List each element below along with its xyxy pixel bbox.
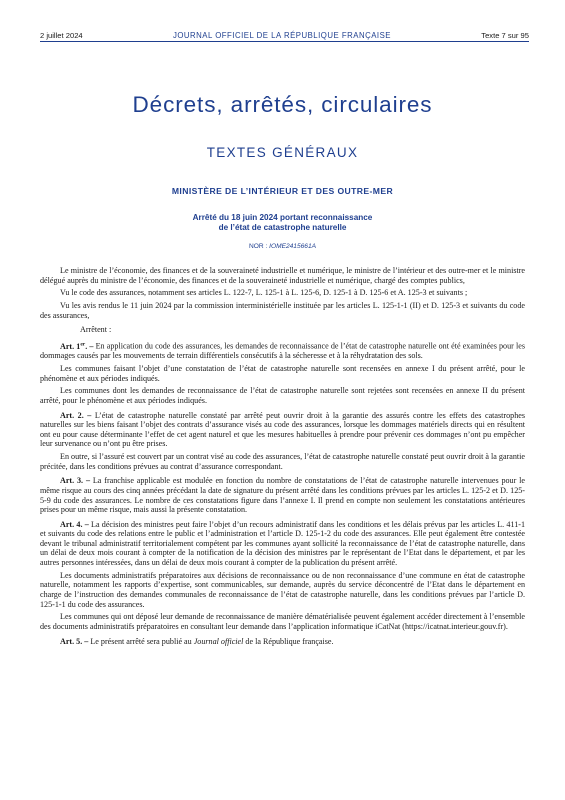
ministry-heading: MINISTÈRE DE L’INTÉRIEUR ET DES OUTRE-MER xyxy=(171,186,394,196)
article-3 xyxy=(40,476,525,514)
article-5-label: Art. 5. – xyxy=(60,636,89,646)
article-4 xyxy=(40,520,525,568)
article-2 xyxy=(40,411,525,449)
arrete-title-line2: de l’état de catastrophe naturelle xyxy=(218,223,347,232)
document-body xyxy=(40,266,525,649)
nor-reference xyxy=(0,243,565,250)
paragraph: Le ministre de l’économie, des finances et de la souveraineté industrielle et numérique, le ministre de l’intérieur et des outre-mer et le ministre délégué auprès du ministre de l’économie, des finances et de la souveraineté industrielle et numérique, chargé des comptes publics, xyxy=(40,266,525,285)
section-title: Décrets, arrêtés, circulaires xyxy=(132,92,433,117)
header-date: 2 juillet 2024 xyxy=(40,31,83,40)
article-2-text: L’état de catastrophe naturelle constaté par arrêté peut ouvrir droit à la garantie des assurés contre les effets des catastrophes naturelles sur les biens faisant l’objet des contrats d’assurance visés au code des assurances, lorsque les dommages matériels directs qui en résultent ont eu pour cause déterminante l’effet de cet agent naturel et que les mesures habituelles à prendre pour prévenir ces dommages n’ont pu empêcher leur survenance ou n’ont pu être prises. xyxy=(40,410,525,449)
paragraph: Les documents administratifs préparatoires aux décisions de reconnaissance ou de non reconnaissance d’une commune en état de catastrophe naturelle, notamment les rapports d’expertise, sont communicables, sur demande, auprès du service déconcentré de l’Etat dans le département en charge de l’instruction des demandes communales de reconnaissance de l’état de catastrophe naturelle, dans les conditions prévues par l’article D. 125-1-1 du code des assurances. xyxy=(40,570,525,609)
article-3-text: La franchise applicable est modulée en fonction du nombre de constatations de l’état de catastrophe naturelle intervenues pour le même risque au cours des cinq années précédant la date de signature du présent arrêté dans les conditions prévues par les articles L. 125-2 et D. 125-5-9 du code des assurances. Le nombre de ces constatations figure dans l’annexe I. Il prend en compte non seulement les constatations antérieures prises pour un même risque, mais aussi la présente constatation. xyxy=(40,476,526,515)
page-header xyxy=(40,31,529,40)
paragraph: Les communes dont les demandes de reconnaissance de l’état de catastrophe naturelle sont rejetées sont recensées en annexe II du présent arrêté, pour le phénomène et aux périodes indiqués. xyxy=(40,386,525,405)
paragraph: Vu le code des assurances, notamment ses articles L. 122-7, L. 125-1 à L. 125-6, D. 125-1 à D. 125-6 et A. 125-3 et suivants ; xyxy=(60,288,468,298)
paragraph: Vu les avis rendus le 11 juin 2024 par la commission interministérielle instituée par les articles L. 125-1-1 (II) et D. 125-3 et suivants du code des assurances, xyxy=(40,301,525,320)
journal-officiel-italic: Journal officiel xyxy=(193,636,244,646)
article-1 xyxy=(40,340,525,361)
article-3-label: Art. 3. – xyxy=(60,476,90,486)
journal-title: JOURNAL OFFICIEL DE LA RÉPUBLIQUE FRANÇAISE xyxy=(172,31,391,40)
arrete-title-line1: Arrêté du 18 juin 2024 portant reconnaissance xyxy=(192,213,373,222)
article-2-label: Art. 2. – xyxy=(60,410,92,420)
texte-number: Texte 7 sur 95 xyxy=(481,31,529,40)
article-1-label: Art. 1er. – xyxy=(60,340,94,351)
nor-label: NOR : xyxy=(248,243,270,250)
article-5: Art. 5. – Le présent arrêté sera publié au Journal officiel de la République française. xyxy=(60,636,334,646)
subsection-title: TEXTES GÉNÉRAUX xyxy=(206,145,359,160)
arrete-title xyxy=(0,213,565,233)
paragraph: Les communes faisant l’objet d’une constatation de l’état de catastrophe naturelle sont recensées en annexe I du présent arrêté, pour le phénomène et aux périodes indiqués. xyxy=(40,364,525,383)
arretent-line: Arrêtent : xyxy=(80,325,112,335)
article-4-text: La décision des ministres peut faire l’objet d’un recours administratif dans les conditions et les délais prévus par les articles L. 411-1 et suivants du code des relations entre le public et l’administration et l’article D. 125-1-2 du code des assurances. Elle peut également être contestée devant le tribunal administratif territorialement compétent par les communes ayant sollicité la reconnaissance de l’état de catastrophe naturelle, dans un délai de deux mois courant à compter de la notification de la décision des ministres par le représentant de l’Etat dans le département, et par les autres personnes intéressées, dans un délai de deux mois courant à compter de la publication du présent arrêté. xyxy=(40,519,525,568)
article-1-text: En application du code des assurances, les demandes de reconnaissance de l’état de catastrophe naturelle ont été examinées pour les dommages causés par les mouvements de terrain différentiels consécutifs à la sécheresse et à la réhydratation des sols. xyxy=(40,341,525,361)
paragraph: Les communes qui ont déposé leur demande de reconnaissance de manière dématérialisée peuvent également accéder directement à l’ensemble des documents administratifs préparatoires en consultant leur demande dans l’application informatique iCatNat (https://icatnat.interieur.gouv.fr). xyxy=(40,612,525,631)
header-divider xyxy=(40,41,529,42)
nor-code: IOME2415661A xyxy=(269,243,317,250)
article-4-label: Art. 4. – xyxy=(60,519,89,529)
paragraph: En outre, si l’assuré est couvert par un contrat visé au code des assurances, l’état de catastrophe naturelle constaté peut ouvrir droit à la garantie précitée, dans les conditions prévues au contrat d’assurance correspondant. xyxy=(40,452,525,471)
